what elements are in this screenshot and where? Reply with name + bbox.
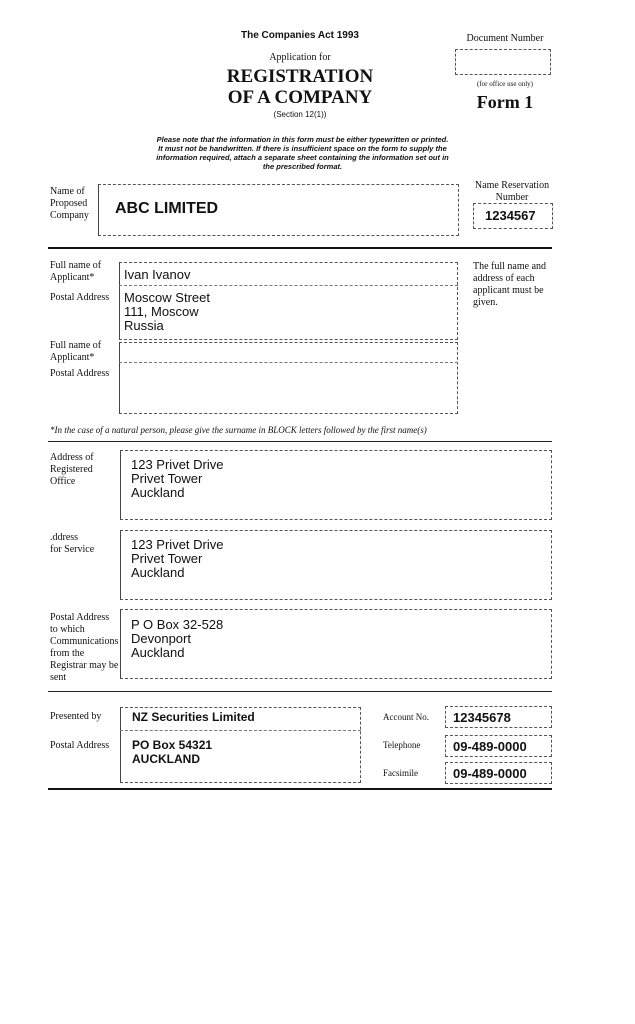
facsimile-value: 09-489-0000 [453,766,527,781]
document-number-label: Document Number [466,33,544,44]
account-number-label: Account No. [383,712,429,722]
telephone-value: 09-489-0000 [453,739,527,754]
communications-address-label: Postal Address to which Communications from the Registrar may be sent [50,612,119,683]
form-number: Form 1 [476,92,534,112]
divider-bottom [48,788,552,790]
application-for: Application for [269,52,331,63]
divider-addresses [48,691,552,692]
form-title-line1: REGISTRATION [226,66,374,87]
company-name-value: ABC LIMITED [115,200,219,217]
divider-company [48,247,552,249]
office-use-note: (for office use only) [476,80,534,88]
presenter-postal-value: PO Box 54321 AUCKLAND [132,738,213,766]
telephone-label: Telephone [383,740,421,750]
applicant1-postal-label: Postal Address [50,292,110,303]
proposed-company-label: Name of Proposed Company [50,186,89,221]
applicant1-address-value: Moscow Street 111, Moscow Russia [124,290,210,333]
name-reservation-value: 1234567 [485,208,536,223]
facsimile-label: Facsimile [383,768,418,778]
applicant-footnote: *In the case of a natural person, please give the surname in BLOCK letters followed by the first name(s) [50,425,427,435]
registered-office-label: Address of Registered Office [50,452,94,487]
section-reference: (Section 12(1)) [273,110,327,119]
service-address-label: .ddress for Service [50,532,95,555]
applicant1-name-value: Ivan Ivanov [124,267,191,282]
applicant2-postal-label: Postal Address [50,368,110,379]
applicant1-name-label: Full name of Applicant* [50,260,102,283]
registered-office-value: 123 Privet Drive Privet Tower Auckland [131,457,224,500]
name-reservation-label: Name Reservation Number [474,180,550,203]
account-number-value: 12345678 [453,710,511,725]
presenter-postal-label: Postal Address [50,740,110,751]
form-title-line2: OF A COMPANY [227,87,373,108]
applicant1-name-underline [119,285,458,286]
divider-applicants [48,441,552,442]
presented-by-value: NZ Securities Limited [132,710,255,724]
presented-by-label: Presented by [50,711,102,722]
document-number-box[interactable] [455,49,551,75]
instructions-note: Please note that the information in this form must be either typewritten or printed. It must not be handwritten. If there is insufficient space on the form to supply the information required, attach a separate sheet containing the information set out in the prescribed format. [156,135,449,171]
applicant2-name-label: Full name of Applicant* [50,340,102,363]
applicant-note: The full name and address of each applicant must be given. [473,261,547,308]
act-title: The Companies Act 1993 [240,30,359,41]
presenter-name-underline [120,730,361,731]
service-address-value: 123 Privet Drive Privet Tower Auckland [131,537,224,580]
communications-address-value: P O Box 32-528 Devonport Auckland [131,617,224,660]
applicant2-box[interactable] [119,342,458,414]
applicant2-name-underline [119,362,458,363]
